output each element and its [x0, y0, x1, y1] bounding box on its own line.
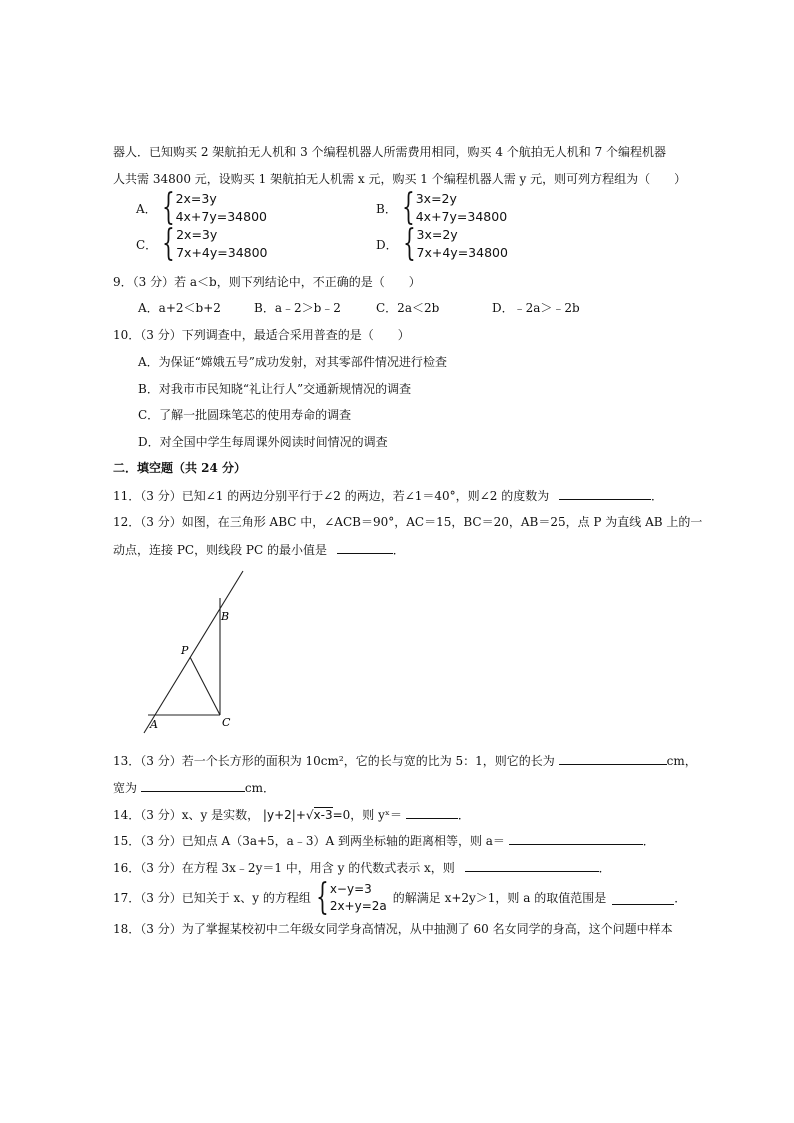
q18: 18．（3 分）为了掌握某校初中二年级女同学身高情况，从中抽测了 60 名女同学的身高，这个问题中样本	[113, 922, 673, 936]
q8-line2: 人共需 34800 元，设购买 1 架航拍无人机需 x 元，购买 1 个编程机器人需 y 元，则可列方程组为（ ）	[113, 172, 687, 186]
segment-pc	[190, 657, 220, 715]
q13-line2	[113, 779, 275, 796]
plus-sign: +	[295, 808, 306, 822]
q17	[113, 877, 687, 918]
line-ab	[144, 571, 243, 733]
q12-text: 动点，连接 PC，则线段 PC 的最小值是	[113, 543, 327, 557]
q8-option-c	[136, 223, 268, 264]
equation: x−y=3	[329, 882, 372, 896]
period: ．	[642, 834, 655, 848]
brace-icon: {	[316, 877, 329, 918]
q10-option-c: C．了解一批圆珠笔芯的使用寿命的调查	[138, 408, 352, 422]
q13-line1	[113, 752, 697, 769]
unit: cm，	[666, 754, 697, 768]
radicand: x-3	[313, 808, 333, 822]
equation: 7x+4y=34800	[416, 245, 508, 260]
q15-text: 15．（3 分）已知点 A（3a+5，a﹣3）A 到两坐标轴的距离相等，则 a＝	[113, 834, 505, 848]
q14-tail: =0，则 yˣ＝	[332, 808, 402, 822]
answer-blank[interactable]	[465, 859, 599, 872]
equation: 7x+4y=34800	[176, 245, 268, 260]
q8-line1: 器人．已知购买 2 架航拍无人机和 3 个编程机器人所需费用相同，购买 4 个航拍无人机和 7 个编程机器	[113, 145, 667, 159]
q11-text: 11．（3 分）已知∠1 的两边分别平行于∠2 的两边，若∠1＝40°，则∠2 的度数为	[113, 489, 550, 503]
q14	[113, 806, 470, 823]
brace-icon: {	[161, 187, 175, 228]
period: ．	[674, 891, 687, 905]
q10-option-b: B．对我市市民知晓“礼让行人”交通新规情况的调查	[138, 382, 412, 396]
q10-option-a: A．为保证“嫦娥五号”成功发射，对其零部件情况进行检查	[138, 355, 447, 369]
answer-blank[interactable]	[406, 806, 458, 819]
option-label: D．	[376, 237, 398, 252]
q10-option-d: D．对全国中学生每周课外阅读时间情况的调查	[138, 435, 388, 449]
equation: 2x=3y	[176, 227, 218, 242]
equation: 2x=3y	[175, 191, 217, 206]
period: ．	[392, 543, 405, 557]
q15	[113, 832, 655, 849]
q8-option-a	[136, 187, 267, 228]
q16-text: 16．（3 分）在方程 3x﹣2y＝1 中，用含 y 的代数式表示 x，则	[113, 861, 455, 875]
q16	[113, 859, 611, 876]
option-label: B．	[376, 201, 397, 216]
label-a: A	[150, 718, 158, 731]
option-label: A．	[136, 201, 157, 216]
answer-blank[interactable]	[337, 541, 393, 554]
equation: 3x=2y	[415, 191, 457, 206]
equation: 2x+y=2a	[329, 899, 387, 913]
answer-blank[interactable]	[141, 779, 245, 792]
q11	[113, 487, 663, 504]
option-label: C．	[136, 237, 158, 252]
q8-option-b	[376, 187, 508, 228]
brace-icon: {	[401, 187, 415, 228]
unit: cm．	[244, 781, 275, 795]
q9-option-b: B．a﹣2＞b﹣2	[254, 301, 341, 315]
label-p: P	[181, 644, 189, 657]
label-b: B	[221, 610, 230, 623]
q12-line1: 12．（3 分）如图，在三角形 ABC 中，∠ACB＝90°，AC＝15，BC＝20，AB＝25，点 P 为直线 AB 上的一	[113, 515, 703, 529]
q13-text: 13．（3 分）若一个长方形的面积为 10cm²，它的长与宽的比为 5：1，则它的长为	[113, 754, 555, 768]
abs-expression: |y+2|	[262, 808, 296, 822]
answer-blank[interactable]	[559, 752, 667, 765]
triangle-figure	[130, 565, 260, 735]
q17-text: 17．（3 分）已知关于 x、y 的方程组	[113, 891, 311, 905]
brace-icon: {	[402, 223, 416, 264]
answer-blank[interactable]	[509, 832, 643, 845]
equation: 3x=2y	[416, 227, 458, 242]
q17-tail: 的解满足 x+2y＞1，则 a 的取值范围是	[392, 891, 607, 905]
period: ．	[651, 489, 664, 503]
sqrt-icon: √	[305, 808, 314, 822]
period: ．	[457, 808, 470, 822]
q12-line2	[113, 541, 405, 558]
q9-option-d: D．﹣2a＞﹣2b	[492, 301, 580, 315]
q9-stem: 9．（3 分）若 a＜b，则下列结论中，不正确的是（ ）	[113, 275, 421, 289]
q8-option-d	[376, 223, 508, 264]
equation: 4x+7y=34800	[175, 209, 267, 224]
q9-option-a: A．a+2＜b+2	[138, 301, 221, 315]
answer-blank[interactable]	[612, 892, 674, 905]
period: ．	[598, 861, 611, 875]
equation: 4x+7y=34800	[415, 209, 508, 224]
section-heading: 二．填空题（共 24 分）	[113, 461, 247, 475]
q14-text: 14．（3 分）x、y 是实数，	[113, 808, 260, 822]
q10-stem: 10．（3 分）下列调查中，最适合采用普查的是（ ）	[113, 328, 410, 342]
q13-text: 宽为	[113, 781, 138, 795]
answer-blank[interactable]	[559, 487, 651, 500]
q9-option-c: C．2a＜2b	[376, 301, 440, 315]
brace-icon: {	[162, 223, 175, 264]
label-c: C	[222, 716, 231, 729]
